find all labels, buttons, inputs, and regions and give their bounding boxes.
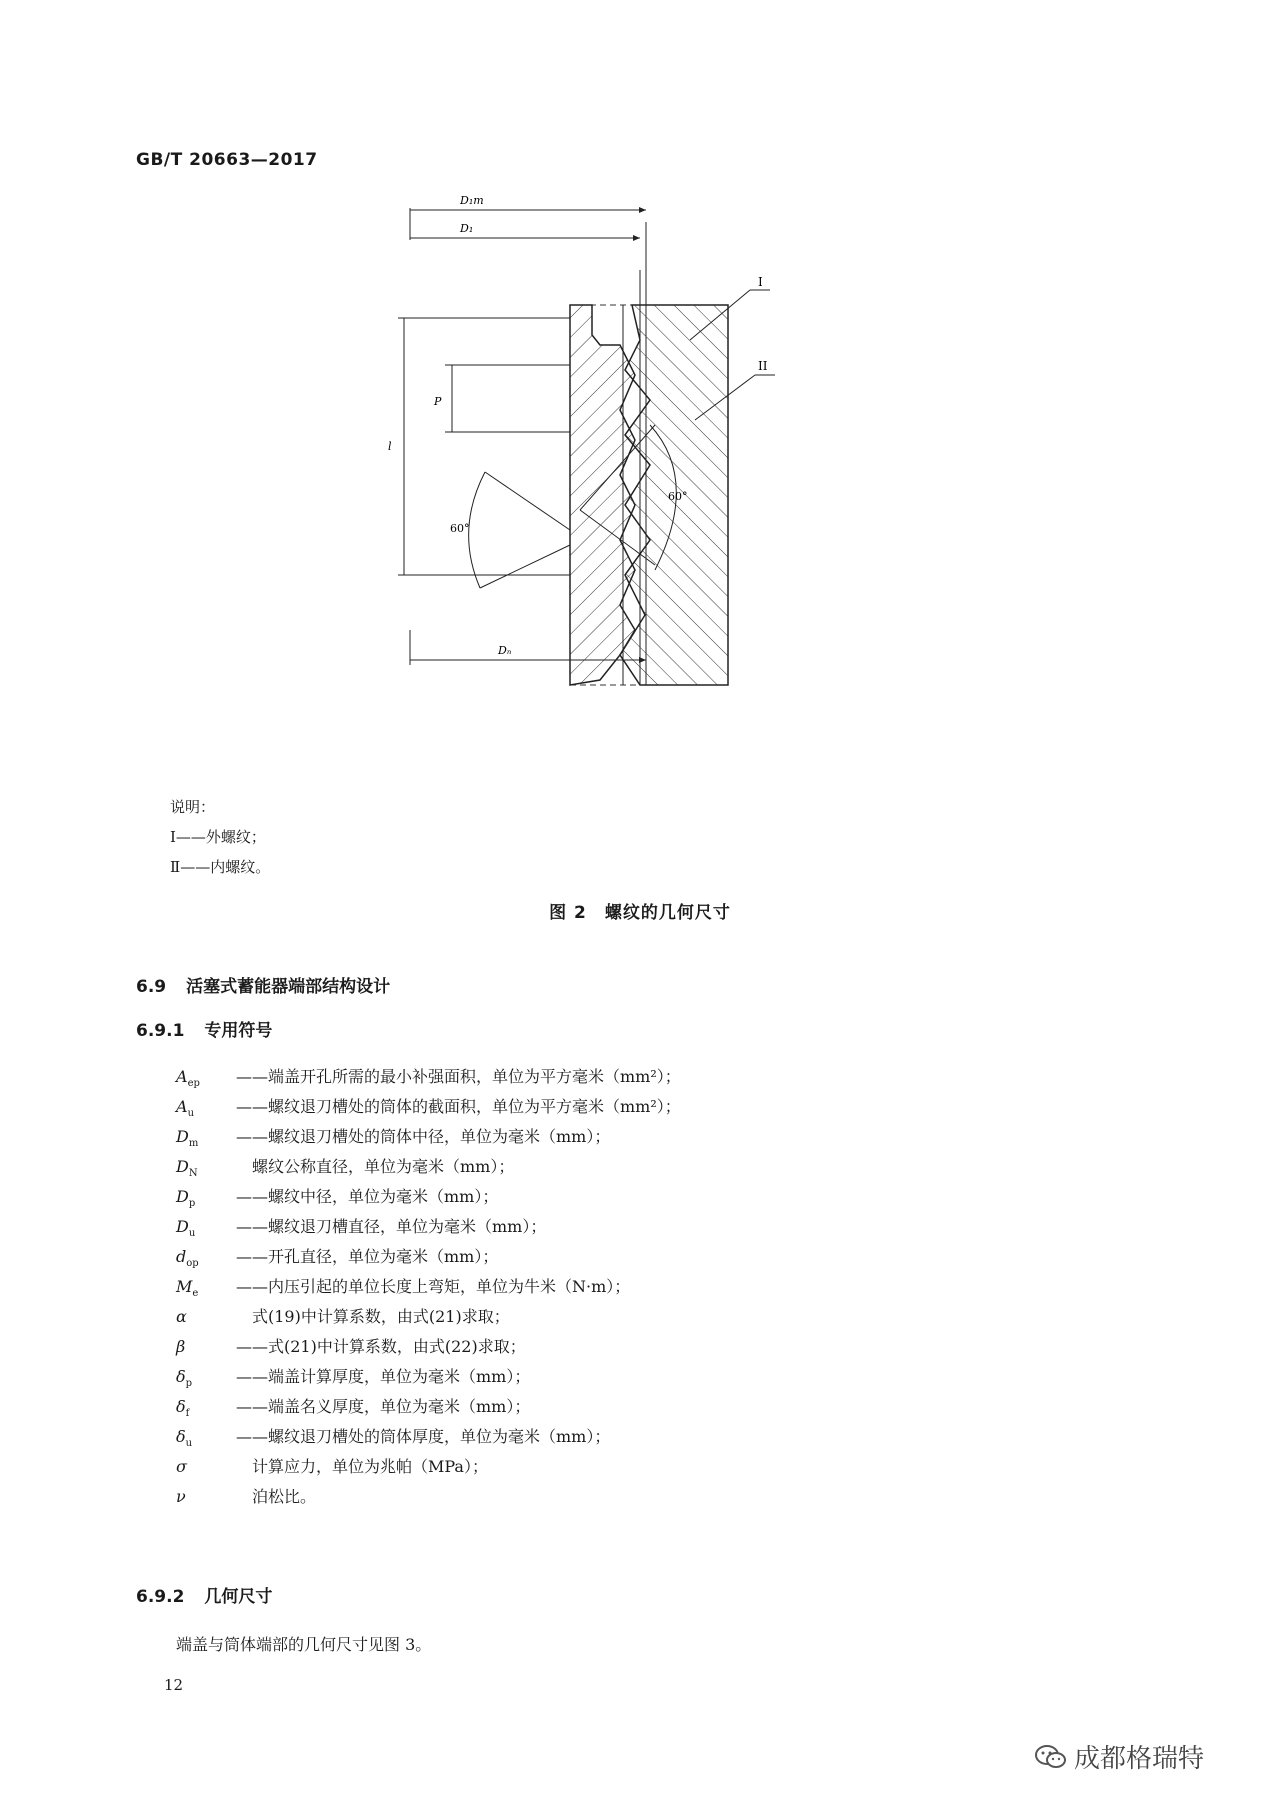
symbol-description: ——端盖名义厚度，单位为毫米（mm）； xyxy=(236,1397,531,1416)
legend-item-1: Ⅰ——外螺纹； xyxy=(170,828,266,846)
section-number: 6.9.2 xyxy=(136,1587,185,1607)
symbol-subscript: p xyxy=(185,1378,193,1390)
label-angle-left: 60° xyxy=(450,522,470,535)
symbol-subscript: p xyxy=(188,1198,196,1210)
symbol-description: ——螺纹中径，单位为毫米（mm）； xyxy=(236,1187,499,1206)
label-roman-1: I xyxy=(758,275,763,289)
symbol-row xyxy=(176,1332,681,1362)
symbol-subscript: u xyxy=(187,1108,195,1120)
symbol-name xyxy=(176,1482,236,1519)
figure-legend xyxy=(170,792,270,882)
symbol-letter: D xyxy=(176,1157,189,1176)
symbol-letter: α xyxy=(176,1307,187,1326)
label-pitch: P xyxy=(434,395,442,408)
symbol-subscript: u xyxy=(188,1228,196,1240)
symbol-description: 计算应力，单位为兆帕（MPa）； xyxy=(236,1457,488,1476)
symbol-row xyxy=(176,1212,681,1242)
page-number: 12 xyxy=(164,1676,184,1694)
label-length: l xyxy=(388,440,392,453)
symbol-description: ——内压引起的单位长度上弯矩，单位为牛米（N·m）； xyxy=(236,1277,631,1296)
symbol-row xyxy=(176,1452,681,1482)
section-6-9-1-heading xyxy=(136,1016,272,1041)
external-thread xyxy=(570,305,635,685)
section-title: 活塞式蓄能器端部结构设计 xyxy=(186,977,391,997)
symbol-description: ——式(21)中计算系数，由式(22)求取； xyxy=(236,1337,526,1356)
symbol-description: ——螺纹退刀槽处的筒体的截面积，单位为平方毫米（mm²）； xyxy=(236,1097,681,1116)
symbol-description: 螺纹公称直径，单位为毫米（mm）； xyxy=(236,1157,515,1176)
symbol-row xyxy=(176,1182,681,1212)
symbol-subscript: ep xyxy=(187,1078,200,1090)
section-6-9-heading xyxy=(136,972,390,997)
section-title: 几何尺寸 xyxy=(204,1587,273,1607)
symbol-row xyxy=(176,1122,681,1152)
body-paragraph: 端盖与筒体端部的几何尺寸见图 3。 xyxy=(176,1635,432,1654)
symbol-letter: δ xyxy=(176,1397,186,1416)
legend-title: 说明： xyxy=(170,798,216,816)
symbol-letter: δ xyxy=(176,1427,186,1446)
symbol-list xyxy=(176,1062,681,1512)
section-number: 6.9 xyxy=(136,977,167,997)
symbol-letter: A xyxy=(176,1097,188,1116)
symbol-letter: D xyxy=(176,1217,189,1236)
symbol-description: ——开孔直径，单位为毫米（mm）； xyxy=(236,1247,499,1266)
symbol-subscript: op xyxy=(186,1258,199,1270)
symbol-description: 式(19)中计算系数，由式(21)求取； xyxy=(236,1307,510,1326)
section-title: 专用符号 xyxy=(204,1021,273,1041)
wechat-icon xyxy=(1034,1743,1068,1771)
symbol-letter: d xyxy=(176,1247,187,1266)
symbol-row xyxy=(176,1272,681,1302)
symbol-row xyxy=(176,1392,681,1422)
symbol-row xyxy=(176,1482,681,1512)
label-angle-right: 60° xyxy=(668,490,688,503)
section-6-9-2-heading xyxy=(136,1582,272,1607)
symbol-row xyxy=(176,1302,681,1332)
symbol-description: ——螺纹退刀槽直径，单位为毫米（mm）； xyxy=(236,1217,547,1236)
symbol-row xyxy=(176,1152,681,1182)
symbol-description: ——螺纹退刀槽处的筒体厚度，单位为毫米（mm）； xyxy=(236,1427,611,1446)
symbol-subscript: N xyxy=(188,1168,198,1180)
legend-item-2: Ⅱ——内螺纹。 xyxy=(170,858,271,876)
symbol-description: ——端盖计算厚度，单位为毫米（mm）； xyxy=(236,1367,531,1386)
symbol-row xyxy=(176,1092,681,1122)
symbol-letter: σ xyxy=(176,1457,187,1476)
symbol-description: 泊松比。 xyxy=(236,1487,317,1506)
symbol-subscript: e xyxy=(192,1288,199,1300)
thread-geometry-figure xyxy=(388,194,840,790)
watermark-text: 成都格瑞特 xyxy=(1074,1744,1205,1774)
symbol-letter: D xyxy=(176,1187,189,1206)
section-number: 6.9.1 xyxy=(136,1021,185,1041)
symbol-row xyxy=(176,1422,681,1452)
figure-caption: 图 2 螺纹的几何尺寸 xyxy=(549,903,731,923)
symbol-letter: β xyxy=(176,1337,186,1356)
symbol-subscript: m xyxy=(188,1138,199,1150)
symbol-letter: M xyxy=(176,1277,193,1296)
label-d1m: D₁m xyxy=(460,194,484,207)
symbol-letter: D xyxy=(176,1127,189,1146)
symbol-row xyxy=(176,1362,681,1392)
symbol-row xyxy=(176,1062,681,1092)
watermark xyxy=(1034,1738,1204,1775)
label-d1: D₁ xyxy=(460,222,474,235)
symbol-subscript: u xyxy=(185,1438,193,1450)
label-dn: Dₙ xyxy=(498,644,512,657)
symbol-subscript: f xyxy=(185,1408,190,1420)
symbol-description: ——端盖开孔所需的最小补强面积，单位为平方毫米（mm²）； xyxy=(236,1067,681,1086)
symbol-letter: δ xyxy=(176,1367,186,1386)
symbol-letter: ν xyxy=(176,1487,186,1506)
symbol-letter: A xyxy=(176,1067,188,1086)
symbol-description: ——螺纹退刀槽处的筒体中径，单位为毫米（mm）； xyxy=(236,1127,611,1146)
standard-code: GB/T 20663—2017 xyxy=(136,150,318,170)
label-roman-2: II xyxy=(758,359,768,373)
symbol-row xyxy=(176,1242,681,1272)
